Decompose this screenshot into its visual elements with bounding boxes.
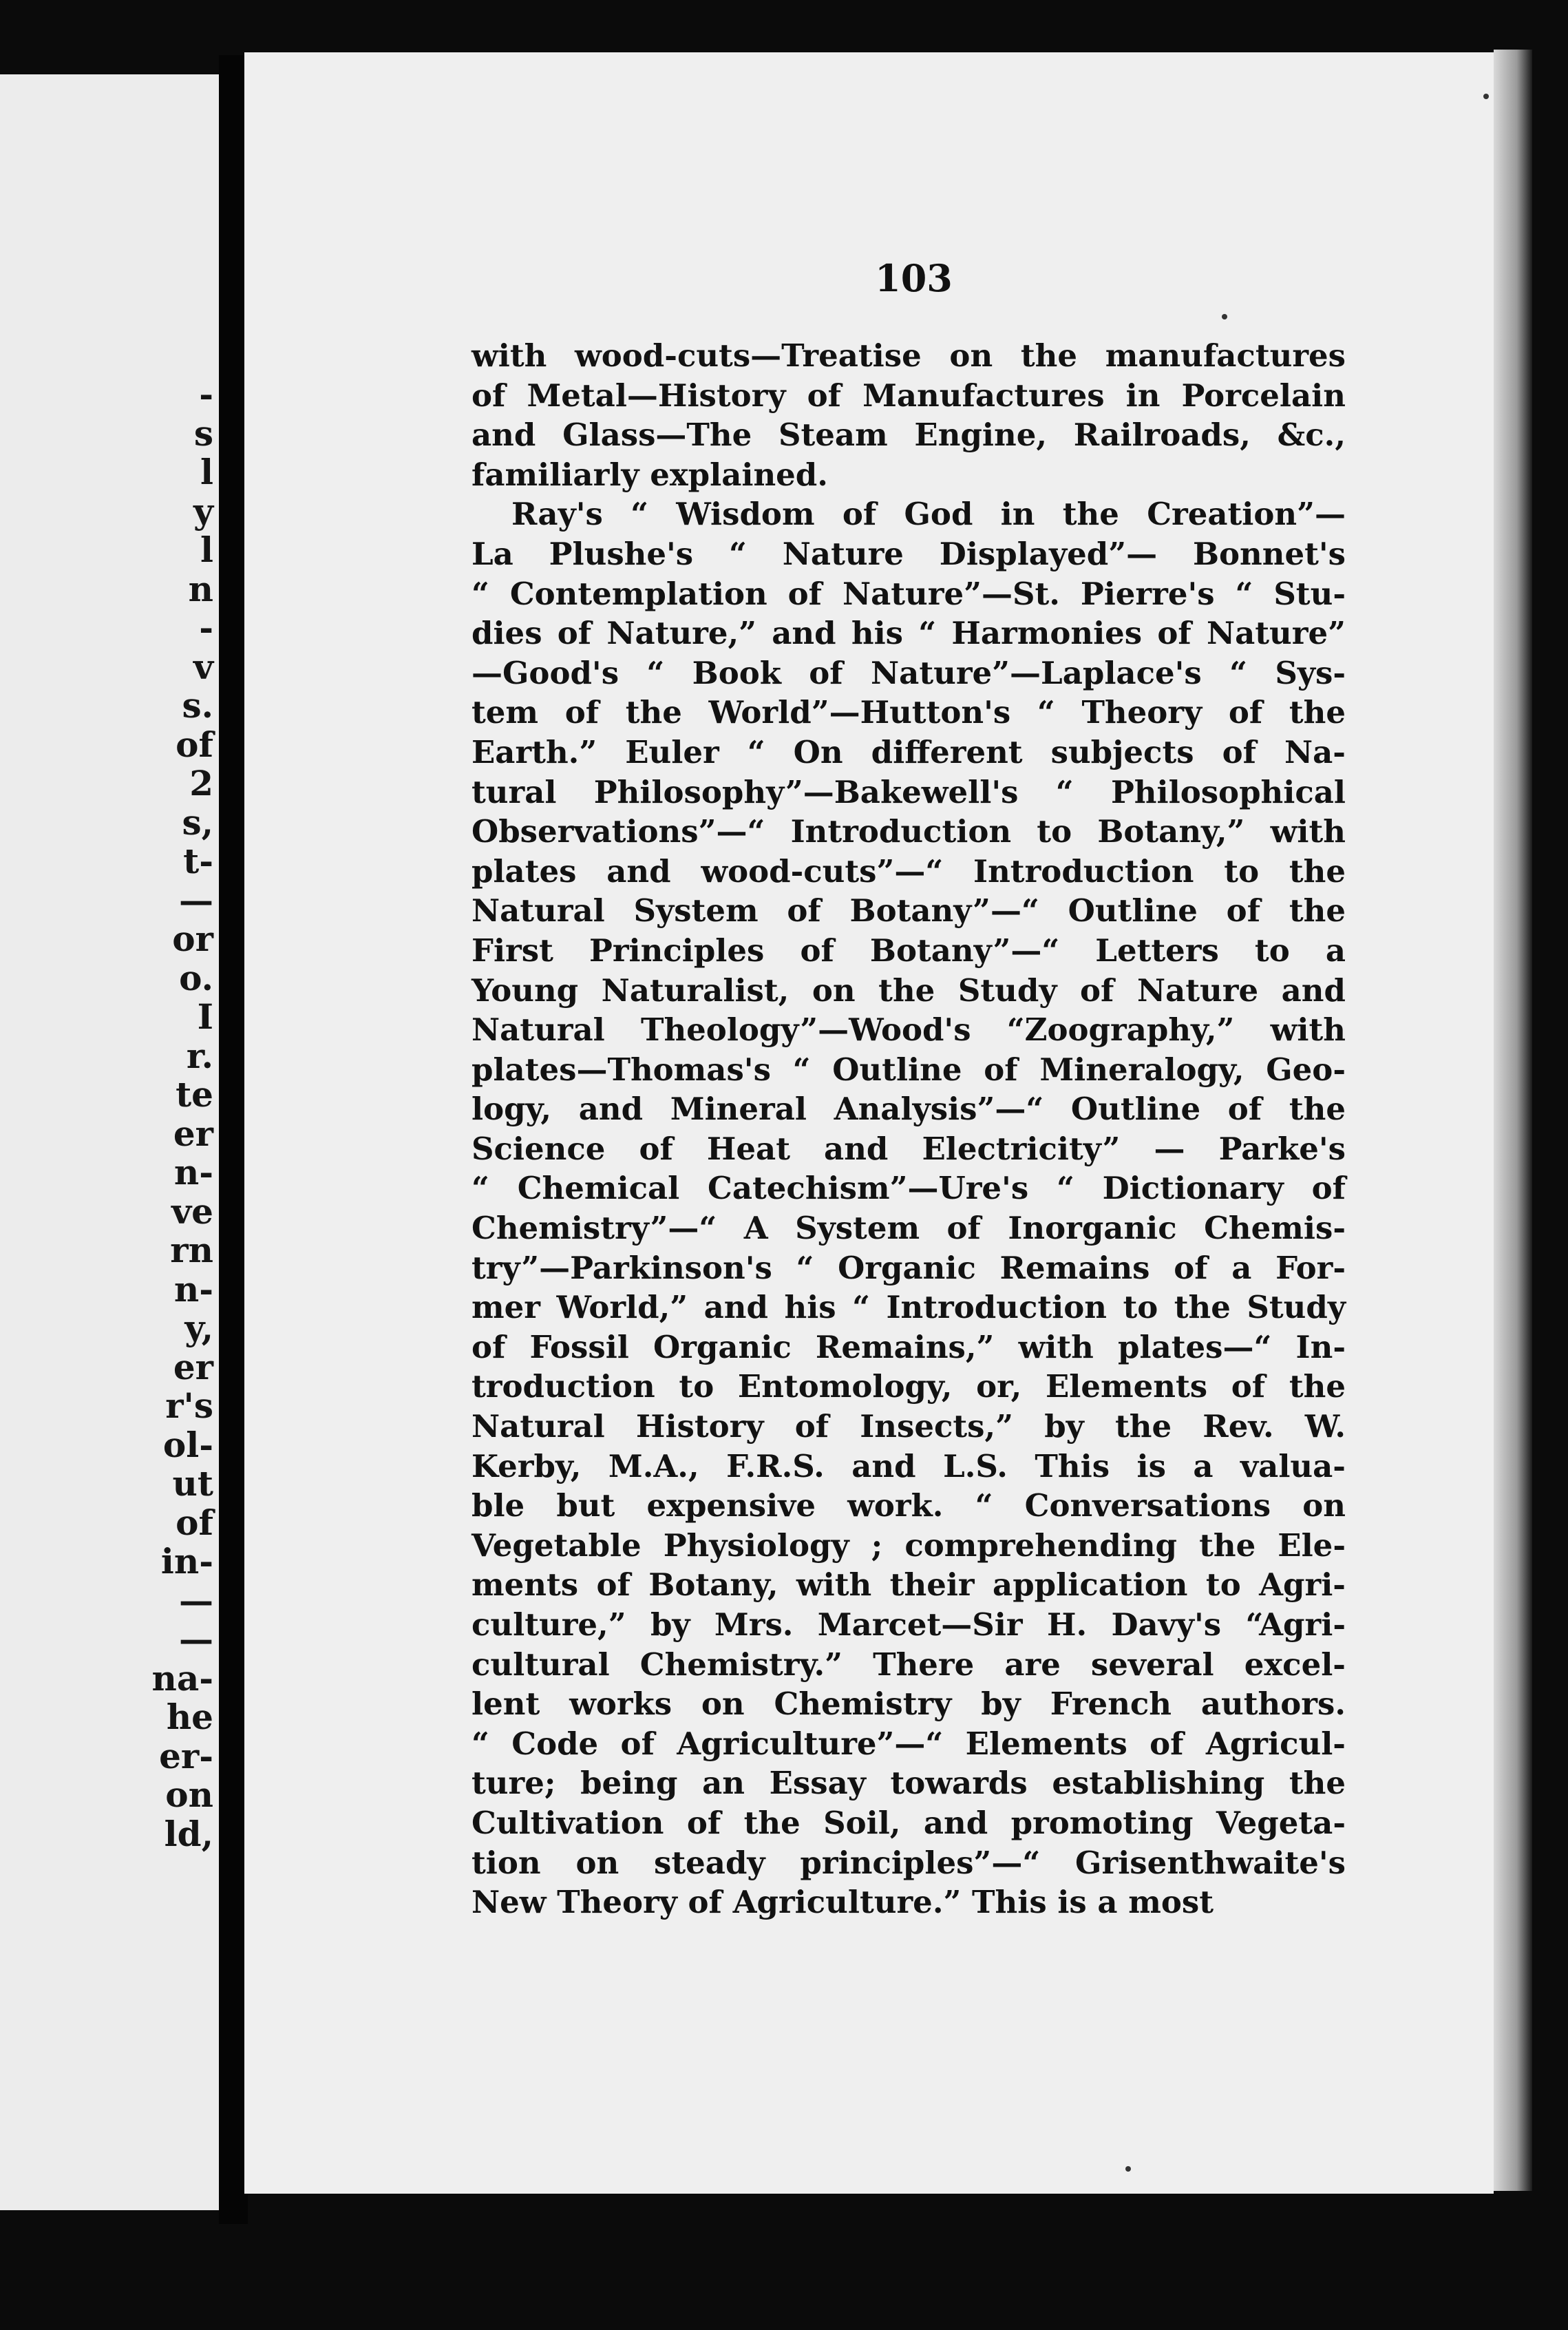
left-page-fragment: —	[179, 879, 213, 921]
page-speck	[1222, 314, 1227, 319]
left-page-fragment: er	[173, 1113, 213, 1154]
left-page-fragment: —	[179, 1619, 213, 1659]
left-page-fragment: er	[173, 1346, 213, 1387]
text-line: Young Naturalist, on the Study of Nature and	[472, 972, 1346, 1009]
text-line: “ Contemplation of Nature”—St. Pierre's “ Stu-	[472, 575, 1346, 612]
right-page	[244, 52, 1494, 2194]
left-page-fragment: on	[165, 1774, 213, 1815]
left-page-fragment: o.	[179, 957, 213, 998]
text-line: Natural Theology”—Wood's “Zoography,” with	[472, 1011, 1346, 1049]
page-edge-shadow	[1494, 50, 1532, 2191]
text-line: ble but expensive work. “ Conversations on	[472, 1487, 1346, 1524]
left-page-fragment: n-	[173, 1268, 213, 1310]
left-page-fragment: rn	[170, 1230, 213, 1270]
left-page-fragment: n	[188, 568, 213, 609]
text-line: Chemistry”—“ A System of Inorganic Chemis-	[472, 1210, 1346, 1247]
text-line: familiarly explained.	[472, 456, 828, 493]
left-page-fragment: s	[193, 412, 213, 454]
left-page-fragment: l	[200, 452, 213, 492]
left-page-fragment: na-	[151, 1657, 213, 1699]
text-line: culture,” by Mrs. Marcet—Sir H. Davy's “Agri-	[472, 1606, 1346, 1643]
text-line: Vegetable Physiology ; comprehending the Ele-	[472, 1526, 1346, 1564]
text-line: of Metal—History of Manufactures in Porcelain	[472, 377, 1346, 414]
left-page-fragment: v	[193, 646, 213, 687]
left-page-fragment: —	[179, 1579, 213, 1621]
text-line: “ Code of Agriculture”—“ Elements of Agricul-	[472, 1725, 1346, 1762]
text-line: of Fossil Organic Remains,” with plates—“ In-	[472, 1328, 1346, 1365]
text-line: troduction to Entomology, or, Elements of the	[472, 1368, 1346, 1405]
text-line: Observations”—“ Introduction to Botany,” with	[472, 813, 1346, 850]
text-line: try”—Parkinson's “ Organic Remains of a For-	[472, 1249, 1346, 1286]
text-line: tem of the World”—Hutton's “ Theory of the	[472, 694, 1346, 731]
page-speck	[1483, 94, 1489, 99]
text-line: ments of Botany, with their application to Agri-	[472, 1566, 1346, 1604]
text-line: Cultivation of the Soil, and promoting Vegeta-	[472, 1804, 1346, 1841]
page-number: 103	[875, 256, 953, 300]
text-line: lent works on Chemistry by French authors.	[472, 1686, 1346, 1723]
text-line: —Good's “ Book of Nature”—Laplace's “ Sys-	[472, 654, 1346, 691]
left-page-fragment: I	[197, 996, 213, 1037]
text-line: Science of Heat and Electricity” — Parke's	[472, 1130, 1346, 1167]
left-page-fragment: y,	[184, 1308, 213, 1348]
left-page-fragment: ol-	[162, 1424, 213, 1465]
left-page-fragment: or	[172, 919, 213, 959]
text-line: cultural Chemistry.” There are several excel-	[472, 1646, 1346, 1683]
text-line: Earth.” Euler “ On different subjects of Na-	[472, 733, 1346, 770]
left-page-fragment: y	[193, 490, 213, 532]
left-page-edge	[0, 74, 219, 2210]
left-page-fragment: of	[176, 1502, 213, 1543]
text-line: dies of Nature,” and his “ Harmonies of Nature”	[472, 615, 1346, 652]
text-line: mer World,” and his “ Introduction to the Study	[472, 1289, 1346, 1326]
text-line: ture; being an Essay towards establishing the	[472, 1765, 1346, 1802]
text-line: Natural History of Insects,” by the Rev. W.	[472, 1408, 1346, 1445]
text-line: logy, and Mineral Analysis”—“ Outline of the	[472, 1091, 1346, 1128]
text-line: “ Chemical Catechism”—Ure's “ Dictionary of	[472, 1170, 1346, 1207]
body-text	[472, 336, 1346, 1922]
left-page-fragment: 2	[189, 763, 213, 804]
text-line: plates—Thomas's “ Outline of Mineralogy, Geo-	[472, 1051, 1346, 1088]
left-page-fragment: -	[199, 374, 213, 414]
text-line: tion on steady principles”—“ Grisenthwaite's	[472, 1844, 1346, 1881]
book-gutter	[219, 55, 248, 2224]
left-page-fragment: l	[200, 529, 213, 570]
text-line: La Plushe's “ Nature Displayed”— Bonnet's	[472, 535, 1346, 572]
left-page-fragment: te	[176, 1074, 213, 1115]
text-line: New Theory of Agriculture.” This is a most	[472, 1884, 1214, 1921]
text-line: Natural System of Botany”—“ Outline of the	[472, 892, 1346, 930]
text-line: with wood-cuts—Treatise on the manufactures	[472, 337, 1346, 374]
text-line: Kerby, M.A., F.R.S. and L.S. This is a valua-	[472, 1447, 1346, 1484]
left-page-fragment: t-	[183, 841, 213, 881]
left-page-fragment: s.	[182, 685, 213, 726]
left-page-fragment: of	[176, 724, 213, 765]
left-page-fragment: he	[166, 1697, 213, 1737]
left-page-fragment: -	[199, 607, 213, 648]
page-speck	[1125, 2166, 1131, 2172]
left-page-fragment: in-	[160, 1541, 213, 1582]
text-line: Ray's “ Wisdom of God in the Creation”—	[511, 496, 1346, 533]
left-page-fragment: er-	[159, 1735, 213, 1776]
left-page-fragment: ve	[171, 1190, 213, 1232]
text-line: First Principles of Botany”—“ Letters to a	[472, 932, 1346, 969]
left-page-fragment: r's	[165, 1385, 213, 1426]
left-page-fragment: n-	[173, 1152, 213, 1193]
text-line: plates and wood-cuts”—“ Introduction to the	[472, 852, 1346, 890]
left-page-fragment: s,	[182, 801, 213, 843]
text-line: tural Philosophy”—Bakewell's “ Philosophical	[472, 773, 1346, 810]
left-page-fragment: ut	[172, 1463, 213, 1504]
left-page-fragment: r.	[186, 1035, 213, 1076]
text-line: and Glass—The Steam Engine, Railroads, &c.,	[472, 417, 1346, 454]
left-page-fragment: ld,	[164, 1813, 213, 1854]
